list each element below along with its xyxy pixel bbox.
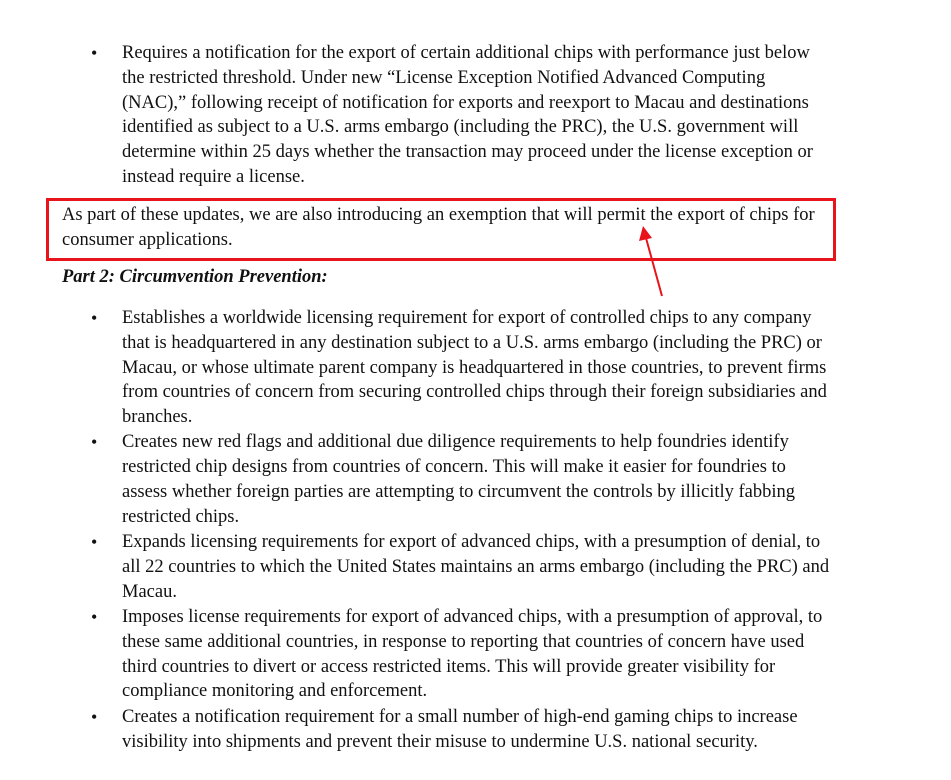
bullet-text: Expands licensing requirements for export of advanced chips, with a presumption of denial, to all 22 countries to which the United States maintains an arms embargo (including the PRC) and Macau. [122, 532, 830, 602]
highlighted-paragraph: As part of these updates, we are also introducing an exemption that will permit the export of chips for consumer applications. [62, 205, 815, 250]
bullet-icon: • [91, 43, 98, 63]
bullet-icon: • [91, 706, 98, 727]
list-item [0, 430, 832, 529]
top-bullet-list [0, 41, 951, 190]
bullet-icon: • [91, 607, 98, 628]
bullet-icon: • [91, 432, 98, 453]
bullet-text: Imposes license requirements for export of advanced chips, with a presumption of approval, to these same additional countries, in response to reporting that countries of concern have used third countries to divert or access restricted items. This will provide greater visibility for compliance monitoring and enforcement. [122, 607, 823, 702]
bottom-bullet-list [0, 306, 951, 755]
bullet-icon: • [91, 532, 98, 553]
list-item [0, 605, 832, 704]
list-item [0, 41, 832, 190]
section-heading: Part 2: Circumvention Prevention: [62, 267, 328, 287]
bullet-text: Establishes a worldwide licensing requirement for export of controlled chips to any company that is headquartered in any destination subject to a U.S. arms embargo (including the PRC) or Macau, or whose ultimate parent company is headquartered in those countries, to prevent firms from countries of concern from securing controlled chips through their foreign subsidiaries and branches. [122, 308, 827, 428]
bullet-text: Creates new red flags and additional due diligence requirements to help foundries identify restricted chip designs from countries of concern. This will make it easier for foundries to assess whether foreign parties are attempting to circumvent the controls by illicitly fabbing restricted chips. [122, 432, 796, 527]
list-item [0, 306, 832, 430]
bullet-icon: • [91, 308, 98, 328]
list-item [0, 705, 832, 755]
bullet-text: Creates a notification requirement for a small number of high-end gaming chips to increase visibility into shipments and prevent their misuse to undermine U.S. national security. [122, 706, 798, 752]
bullet-text: Requires a notification for the export of certain additional chips with performance just below the restricted threshold. Under new “License Exception Notified Advanced Computing (NAC),” following receipt of notification for exports and reexport to Macau and destinations identified as subject to a U.S. arms embargo (including the PRC), the U.S. government will determine within 25 days whether the transaction may proceed under the license exception or instead require a license. [122, 43, 813, 187]
list-item [0, 530, 832, 604]
